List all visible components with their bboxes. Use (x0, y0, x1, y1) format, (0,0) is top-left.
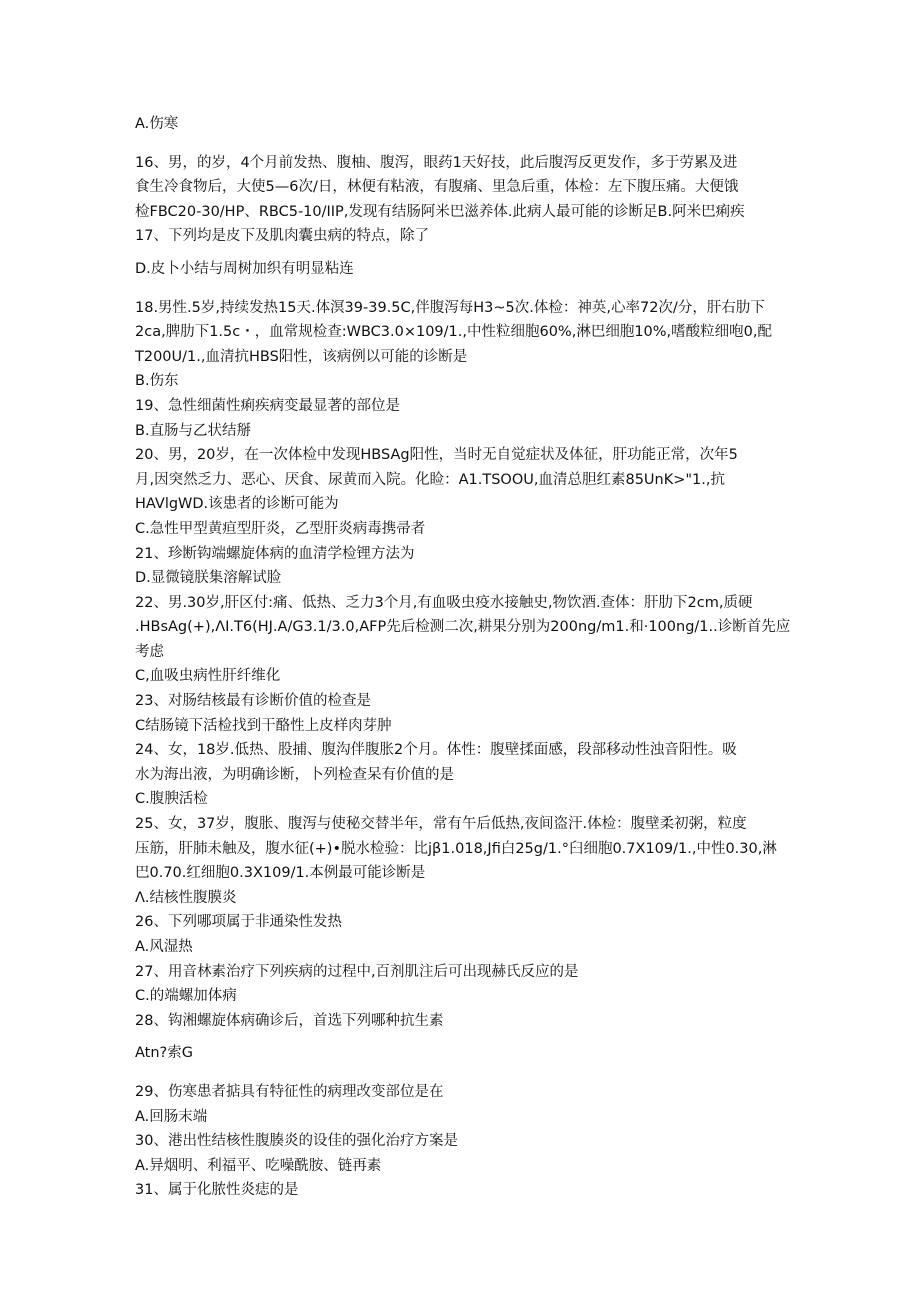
question-31: 31、属于化脓性炎痣的是 (135, 1182, 299, 1199)
answer-line: D.皮卜小结与周树加织有明显粘连 (135, 260, 354, 277)
question-18-line-3: T200U/1.,血清抗HBS阳性，该病例以可能的诊断是 (135, 348, 468, 365)
question-22-line-1: 22、男.30岁,肝区付:痛、低热、乏力3个月,有血吸虫疫水接触史,物饮酒.查体：肝肋下2cm,质硬 (135, 594, 753, 611)
question-16-line-1: 16、男，的岁，4个月前发热、腹柚、腹泻，眼药1天好技，此后腹泻反更发作，多于劳累及进 (135, 154, 738, 171)
answer-line: A.伤寒 (135, 116, 179, 132)
answer-line: Atn?索G (135, 1045, 193, 1062)
question-17: 17、下列均是皮下及肌肉囊虫病的特点，除了 (135, 228, 429, 245)
question-30: 30、港出性结核性腹腠炎的设佳的强化治疗方案是 (135, 1133, 458, 1150)
question-16-line-3: 检FBC20-30/HP、RBC5-10/IIP,发现有结肠阿米巴滋养体.此病人最可能的诊断足B.阿米巴痢疾 (135, 203, 745, 220)
answer-line: C,血吸虫病性肝纤维化 (135, 668, 281, 685)
question-20-line-2: 月,因突然乏力、恶心、厌食、尿黄而入院。化睑：A1.TSOOU,血清总胆红素85UnK>"1.,抗 (135, 471, 725, 488)
answer-line: B.伤东 (135, 373, 179, 390)
answer-line: C.的端螺加体病 (135, 988, 237, 1005)
question-22-line-3: 考虑 (135, 643, 164, 660)
question-23: 23、对肠结核最有诊断价值的检查是 (135, 693, 371, 710)
answer-line: Λ.结核性腹膜炎 (135, 889, 237, 906)
question-25-line-3: 巴0.70.红细胞0.3X109/1.本例最可能诊断是 (135, 865, 426, 882)
answer-line: B.直肠与乙状结掰 (135, 422, 252, 439)
question-18-line-1: 18.男性.5岁,持续发热15天.体溟39-39.5C,伴腹泻每H3~5次.体检：神英,心率72次/分，肝右肋下 (135, 299, 765, 316)
question-28: 28、钩湘螺旋体病确诊后，首选下列哪种抗生素 (135, 1012, 444, 1029)
answer-line: D.显微镜朕集溶解试脸 (135, 570, 282, 587)
question-16-line-2: 食生冷食物后，大使5—6次/日，林便有粘液，有腹痛、里急后重，体检：左下腹压痛。大便饿 (135, 179, 739, 196)
answer-line: C结肠镜下活检找到干酪性上皮样肉芽肿 (135, 717, 392, 734)
answer-line: C.腹腴活检 (135, 791, 208, 808)
question-27: 27、用音林素治疗下列疾病的过程中,百剂肌注后可出现赫氏反应的是 (135, 963, 579, 980)
question-18-line-2: 2ca,脾肋下1.5c・，血常规检查:WBC3.0×109/1.,中性粒细胞60%,淋巴细胞10%,嗜酸粒细咆0,配 (135, 324, 772, 341)
question-19: 19、急性细菌性痢疾病变最显著的部位是 (135, 397, 400, 414)
answer-line: C.急性甲型黄疸型肝炎，乙型肝炎病毒携帚者 (135, 520, 426, 537)
question-25-line-2: 压筋，肝肺未触及，腹水征(+)•脱水检验：比jβ1.018,Jfi白25g∕1.°臼细胞0.7X109/1.,中性0.30,淋 (135, 840, 777, 857)
question-22-line-2: .HBsAg(+),ΛI.T6(HJ.A/G3.1/3.0,AFP先后检测二次,耕果分别为200ng∕m1.和·100ng∕1..诊断首先应 (135, 619, 791, 636)
question-21: 21、珍断钩端螺旋体病的血清学检锂方法为 (135, 545, 415, 562)
answer-line: A.回肠末端 (135, 1108, 208, 1125)
question-24-line-1: 24、女，18岁.低热、股捕、腹沟伴腹胀2个月。体性：腹壁揉面感，段部移动性浊音阳性。吸 (135, 742, 737, 759)
answer-line: A.风湿热 (135, 939, 193, 955)
question-24-line-2: 水为海出液，为明确诊断，卜列检查呆有价值的是 (135, 766, 454, 783)
question-29: 29、伤寒患者掂具有特征性的病理改变部位是在 (135, 1083, 444, 1100)
question-25-line-1: 25、女，37岁，腹胀、腹泻与使秘交替半年，常有午后低热,夜间盗汗.体检：腹壁柔初粥，粒度 (135, 816, 747, 833)
question-20-line-1: 20、男，20岁，在一次体检中发现HBSAg阳性，当时无自觉症状及体征，肝功能正常，次年5 (135, 447, 738, 464)
answer-line: A.异烟明、利福平、吃噪酰胺、链再素 (135, 1157, 382, 1174)
document-page (135, 112, 791, 1203)
question-26: 26、下列哪项属于非通染性发热 (135, 914, 342, 931)
question-20-line-3: HAVlgWD.该患者的诊断可能为 (135, 496, 339, 513)
